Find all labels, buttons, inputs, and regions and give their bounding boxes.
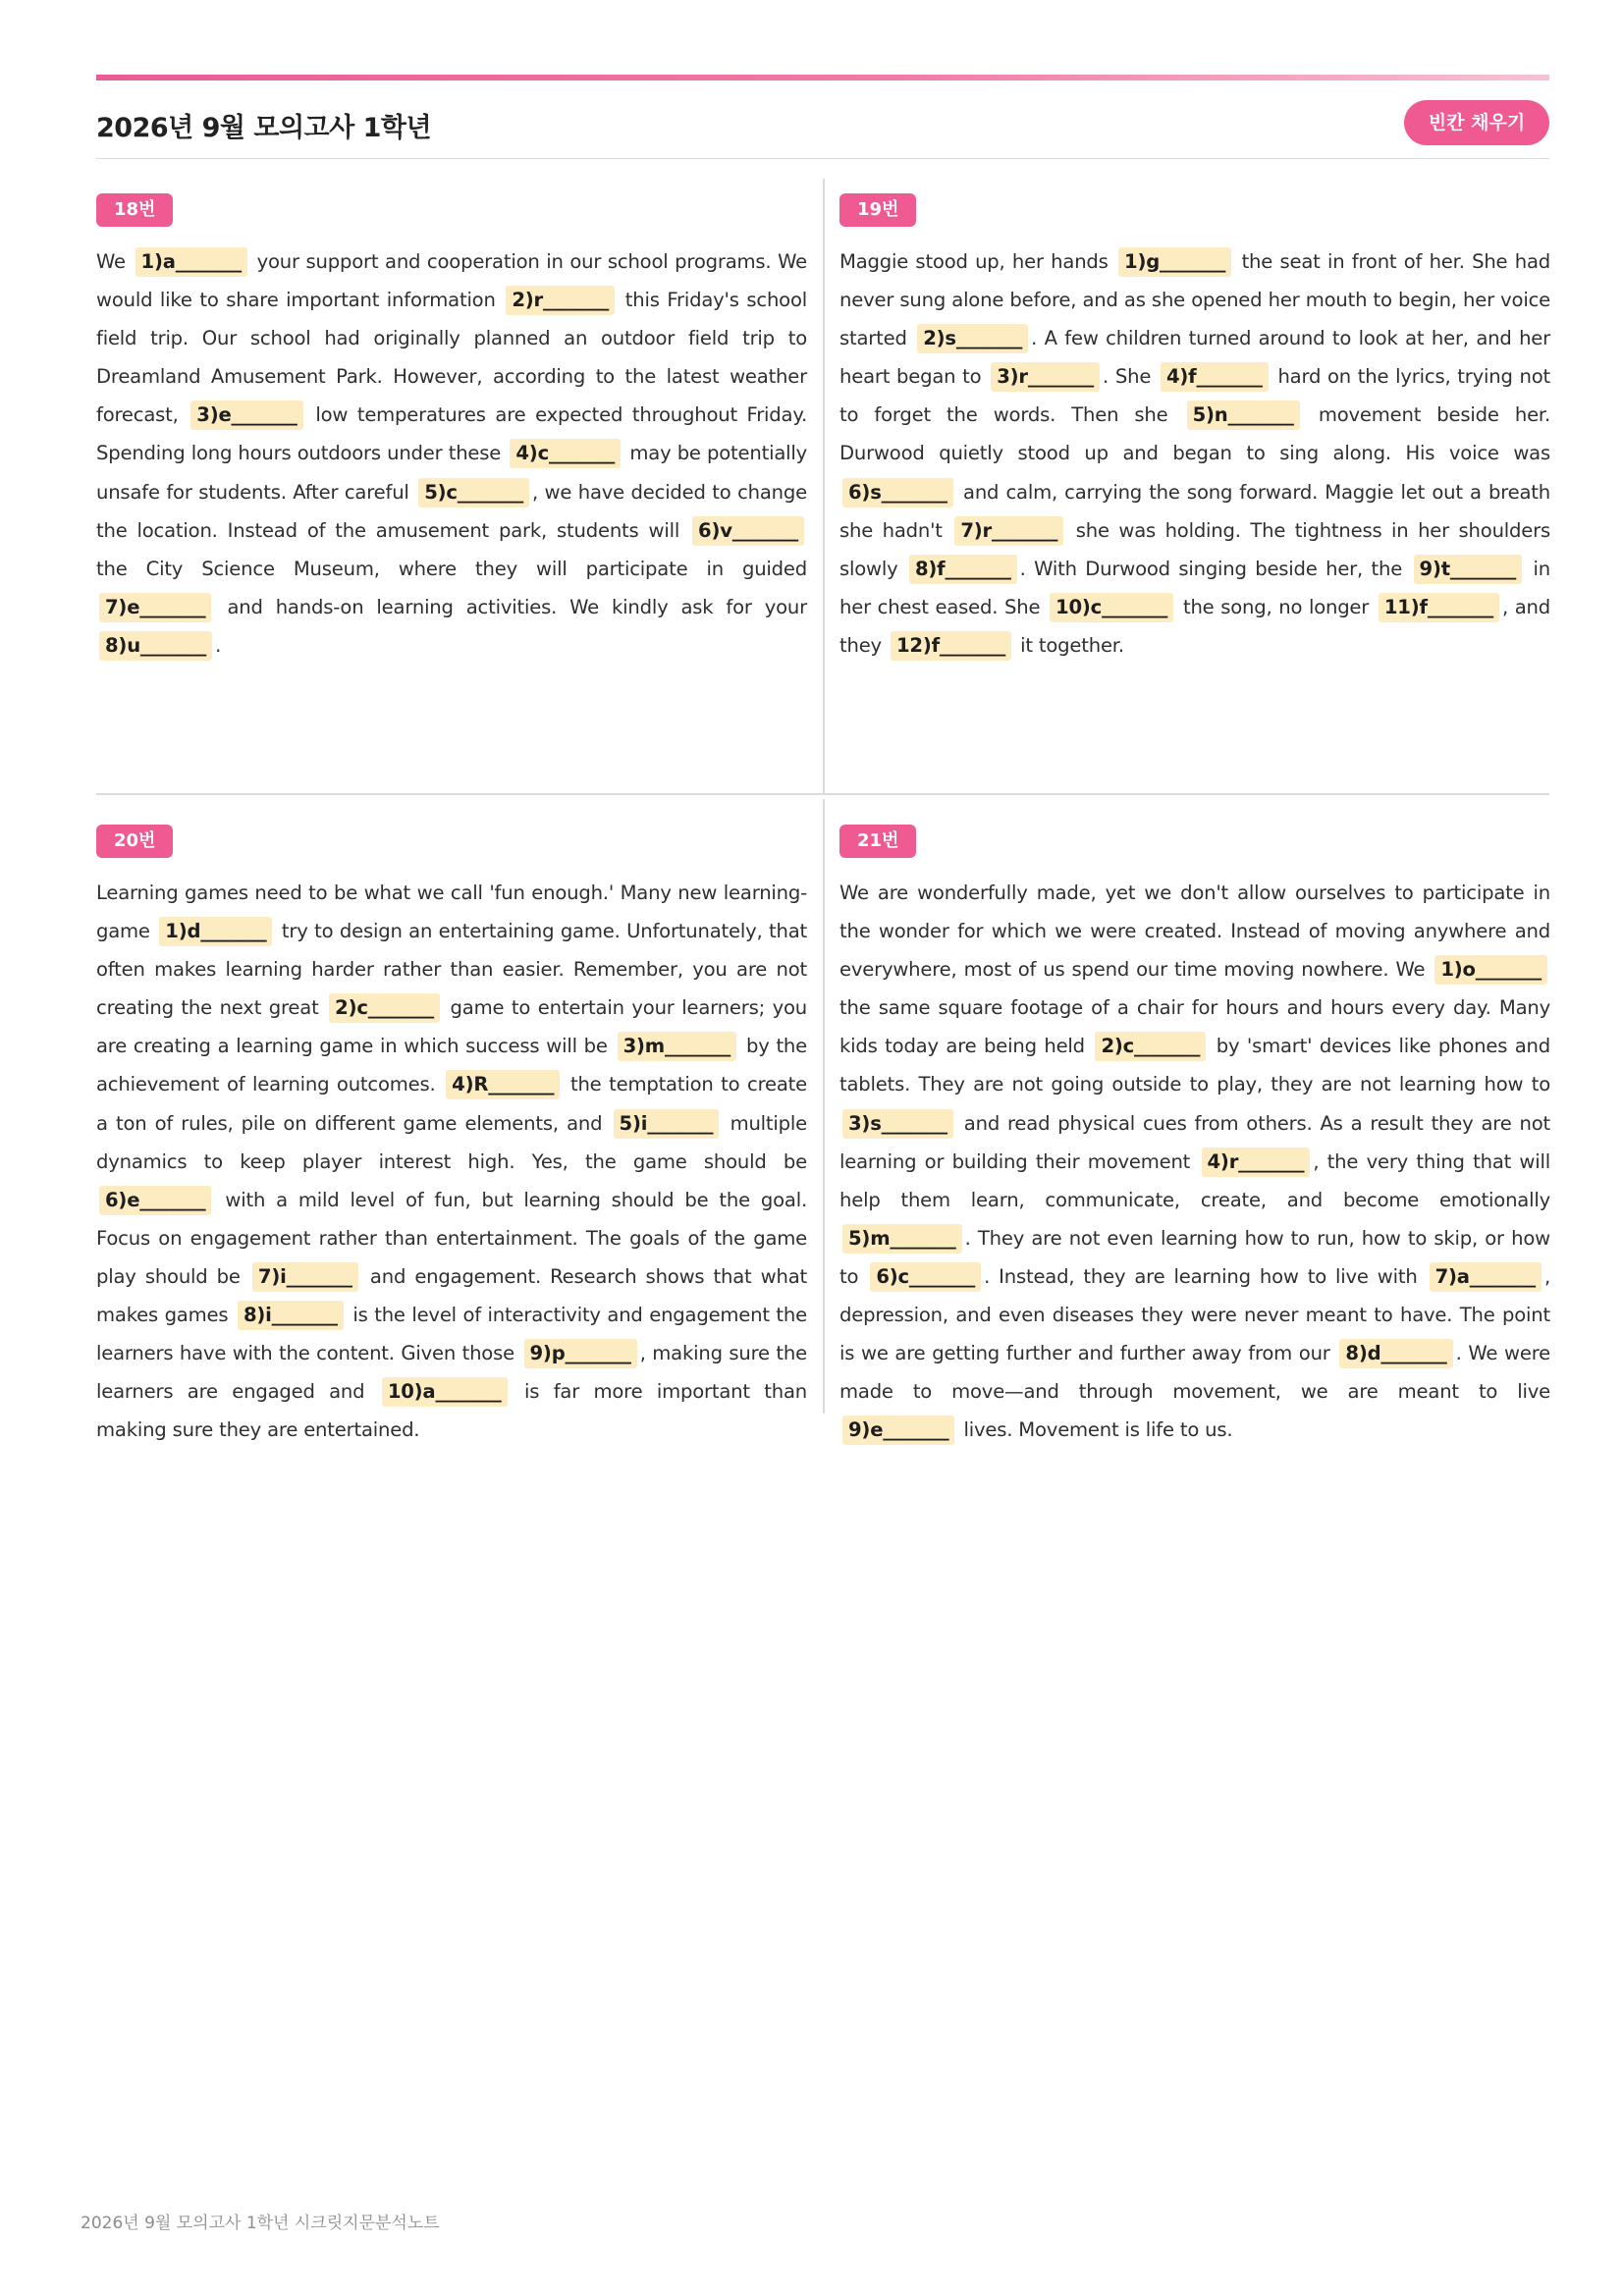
passage-text: it together. — [1014, 633, 1124, 657]
page-header — [96, 98, 1549, 159]
passage-text: , depression, and even diseases they were never meant to have. The point is we are getting further and further away from our — [839, 1264, 1550, 1365]
answer-blank[interactable]: 2)s_______ — [917, 324, 1028, 353]
question-passage — [839, 242, 1550, 665]
answer-blank[interactable]: 3)m_______ — [618, 1032, 737, 1061]
answer-blank[interactable]: 7)a_______ — [1430, 1262, 1542, 1292]
answer-blank[interactable]: 1)d_______ — [159, 917, 272, 946]
question-passage — [96, 874, 807, 1449]
answer-blank[interactable]: 7)r_______ — [954, 516, 1063, 546]
answer-blank[interactable]: 5)c_______ — [418, 478, 529, 507]
passage-text: . She — [1103, 365, 1158, 389]
passage-text: game to entertain your learners; you are creating a learning game in which success will be — [96, 996, 807, 1058]
passage-text: , we have decided to change the location. Instead of the amusement park, students will — [96, 480, 807, 542]
answer-blank[interactable]: 9)e_______ — [842, 1415, 954, 1445]
answer-blank[interactable]: 2)r_______ — [506, 286, 615, 315]
answer-blank[interactable]: 3)e_______ — [190, 400, 302, 430]
answer-blank[interactable]: 8)i_______ — [238, 1301, 344, 1330]
passage-text: is the level of interactivity and engagement the learners have with the content. Given those — [96, 1304, 807, 1365]
passage-text: the same square footage of a chair for hours and hours every day. Many kids today are being held — [839, 996, 1550, 1058]
answer-blank[interactable]: 4)r_______ — [1202, 1148, 1311, 1177]
passage-text: the temptation to create a ton of rules, pile on different game elements, and — [96, 1073, 808, 1135]
passage-text: . A few children turned around to look at her, and her heart began to — [839, 327, 1551, 389]
passage-text: your support and cooperation in our school programs. We would like to share important information — [96, 250, 807, 312]
answer-blank[interactable]: 6)e_______ — [99, 1186, 211, 1215]
answer-blank[interactable]: 7)i_______ — [252, 1262, 358, 1292]
answer-blank[interactable]: 3)r_______ — [991, 362, 1100, 392]
question-number-badge: 20번 — [96, 825, 173, 858]
passage-text: by the achievement of learning outcomes. — [96, 1035, 807, 1096]
passage-text: lives. Movement is life to us. — [957, 1418, 1233, 1442]
answer-blank[interactable]: 3)s_______ — [842, 1109, 953, 1139]
row-divider — [96, 793, 1549, 795]
answer-blank[interactable]: 1)o_______ — [1434, 955, 1547, 985]
answer-blank[interactable]: 7)e_______ — [99, 593, 211, 622]
passage-text: . We were made to move—and through movement, we are meant to live — [839, 1342, 1550, 1404]
passage-text: . — [215, 633, 222, 657]
passage-text: , the very thing that will help them learn, communicate, create, and become emotionally — [839, 1149, 1550, 1211]
answer-blank[interactable]: 2)c_______ — [1095, 1032, 1206, 1061]
answer-blank[interactable]: 2)c_______ — [329, 993, 440, 1023]
answer-blank[interactable]: 6)v_______ — [692, 516, 804, 546]
answer-blank[interactable]: 5)i_______ — [614, 1109, 720, 1139]
question-passage — [839, 874, 1550, 1449]
passage-text: low temperatures are expected throughout Friday. Spending long hours outdoors under these — [96, 403, 807, 465]
passage-text: multiple dynamics to keep player interest high. Yes, the game should be — [96, 1111, 807, 1173]
passage-text: . With Durwood singing beside her, the — [1019, 557, 1411, 580]
fill-blank-mode-badge[interactable]: 빈칸 채우기 — [1404, 100, 1549, 145]
passage-text: movement beside her. Durwood quietly stood up and began to sing along. His voice was — [839, 403, 1551, 465]
answer-blank[interactable]: 12)f_______ — [891, 631, 1011, 661]
footer-text: 2026년 9월 모의고사 1학년 시크릿지문분석노트 — [81, 2214, 440, 2233]
answer-blank[interactable]: 1)g_______ — [1118, 247, 1231, 277]
passage-text: and engagement. Research shows that what makes games — [96, 1264, 808, 1327]
question-number-badge: 19번 — [839, 193, 916, 227]
answer-blank[interactable]: 6)c_______ — [870, 1262, 981, 1292]
column-divider-upper — [823, 179, 825, 795]
passage-text: Learning games need to be what we call 'fun enough.' Many new learning-game — [96, 881, 807, 943]
passage-text: We are wonderfully made, yet we don't allow ourselves to participate in the wonder for which we were created. Instead of moving anywhere and everywhere, most of us spend our time moving nowhere. We — [839, 881, 1550, 982]
question-section-19 — [839, 193, 1550, 665]
passage-text: . Instead, they are learning how to live with — [984, 1264, 1427, 1288]
answer-blank[interactable]: 10)c_______ — [1050, 593, 1173, 622]
passage-text: with a mild level of fun, but learning should be the goal. Focus on engagement rather than entertainment. The goals of the game play should be — [96, 1188, 807, 1288]
passage-text: the seat in front of her. She had never sung alone before, and as she opened her mouth to begin, her voice started — [839, 250, 1550, 350]
passage-text: and hands-on learning activities. We kindly ask for your — [214, 595, 807, 618]
answer-blank[interactable]: 10)a_______ — [382, 1377, 508, 1407]
question-number-badge: 18번 — [96, 193, 173, 227]
passage-text: the City Science Museum, where they will participate in guided — [96, 557, 807, 580]
passage-text: is far more important than making sure they are entertained. — [96, 1380, 808, 1442]
answer-blank[interactable]: 8)u_______ — [99, 631, 212, 661]
answer-blank[interactable]: 6)s_______ — [842, 478, 953, 507]
answer-blank[interactable]: 4)R_______ — [446, 1070, 560, 1099]
page-title: 2026년 9월 모의고사 1학년 — [96, 113, 432, 143]
passage-text: try to design an entertaining game. Unfortunately, that often makes learning harder rather than easier. Remember, you are not creating the next great — [96, 920, 807, 1020]
passage-text: in her chest eased. She — [839, 557, 1550, 618]
answer-blank[interactable]: 5)m_______ — [842, 1224, 962, 1254]
passage-text: Maggie stood up, her hands — [839, 250, 1116, 273]
answer-blank[interactable]: 8)f_______ — [909, 555, 1017, 584]
answer-blank[interactable]: 4)f_______ — [1161, 362, 1269, 392]
passage-text: , making sure the learners are engaged and — [96, 1342, 807, 1404]
question-number-badge: 21번 — [839, 825, 916, 858]
question-section-21 — [839, 825, 1550, 1449]
header-accent-rule — [96, 75, 1549, 80]
passage-text: and calm, carrying the song forward. Maggie let out a breath she hadn't — [839, 480, 1550, 542]
passage-text: . They are not even learning how to run, how to skip, or how to — [839, 1226, 1550, 1288]
answer-blank[interactable]: 9)t_______ — [1414, 555, 1523, 584]
column-divider-lower — [823, 799, 825, 1414]
answer-blank[interactable]: 5)n_______ — [1187, 400, 1300, 430]
question-section-20 — [96, 825, 807, 1449]
passage-text: and read physical cues from others. As a result they are not learning or building their movement — [839, 1111, 1550, 1173]
answer-blank[interactable]: 11)f_______ — [1379, 593, 1499, 622]
answer-blank[interactable]: 9)p_______ — [524, 1339, 637, 1368]
answer-blank[interactable]: 1)a_______ — [135, 247, 247, 277]
passage-text: by 'smart' devices like phones and tablets. They are not going outside to play, they are not learning how to — [839, 1035, 1550, 1096]
question-section-18 — [96, 193, 807, 665]
question-passage — [96, 242, 807, 665]
passage-text: she was holding. The tightness in her shoulders slowly — [839, 518, 1550, 580]
answer-blank[interactable]: 8)d_______ — [1339, 1339, 1452, 1368]
passage-text: may be potentially unsafe for students. After careful — [96, 442, 808, 504]
passage-text: We — [96, 250, 133, 273]
passage-text: hard on the lyrics, trying not to forget the words. Then she — [839, 365, 1550, 427]
passage-text: this Friday's school field trip. Our school had originally planned an outdoor field trip to Dreamland Amusement Park. However, according to the latest weather forecast, — [96, 289, 807, 427]
passage-text: the song, no longer — [1176, 595, 1376, 618]
passage-text: , and they — [839, 595, 1551, 657]
answer-blank[interactable]: 4)c_______ — [510, 439, 621, 468]
